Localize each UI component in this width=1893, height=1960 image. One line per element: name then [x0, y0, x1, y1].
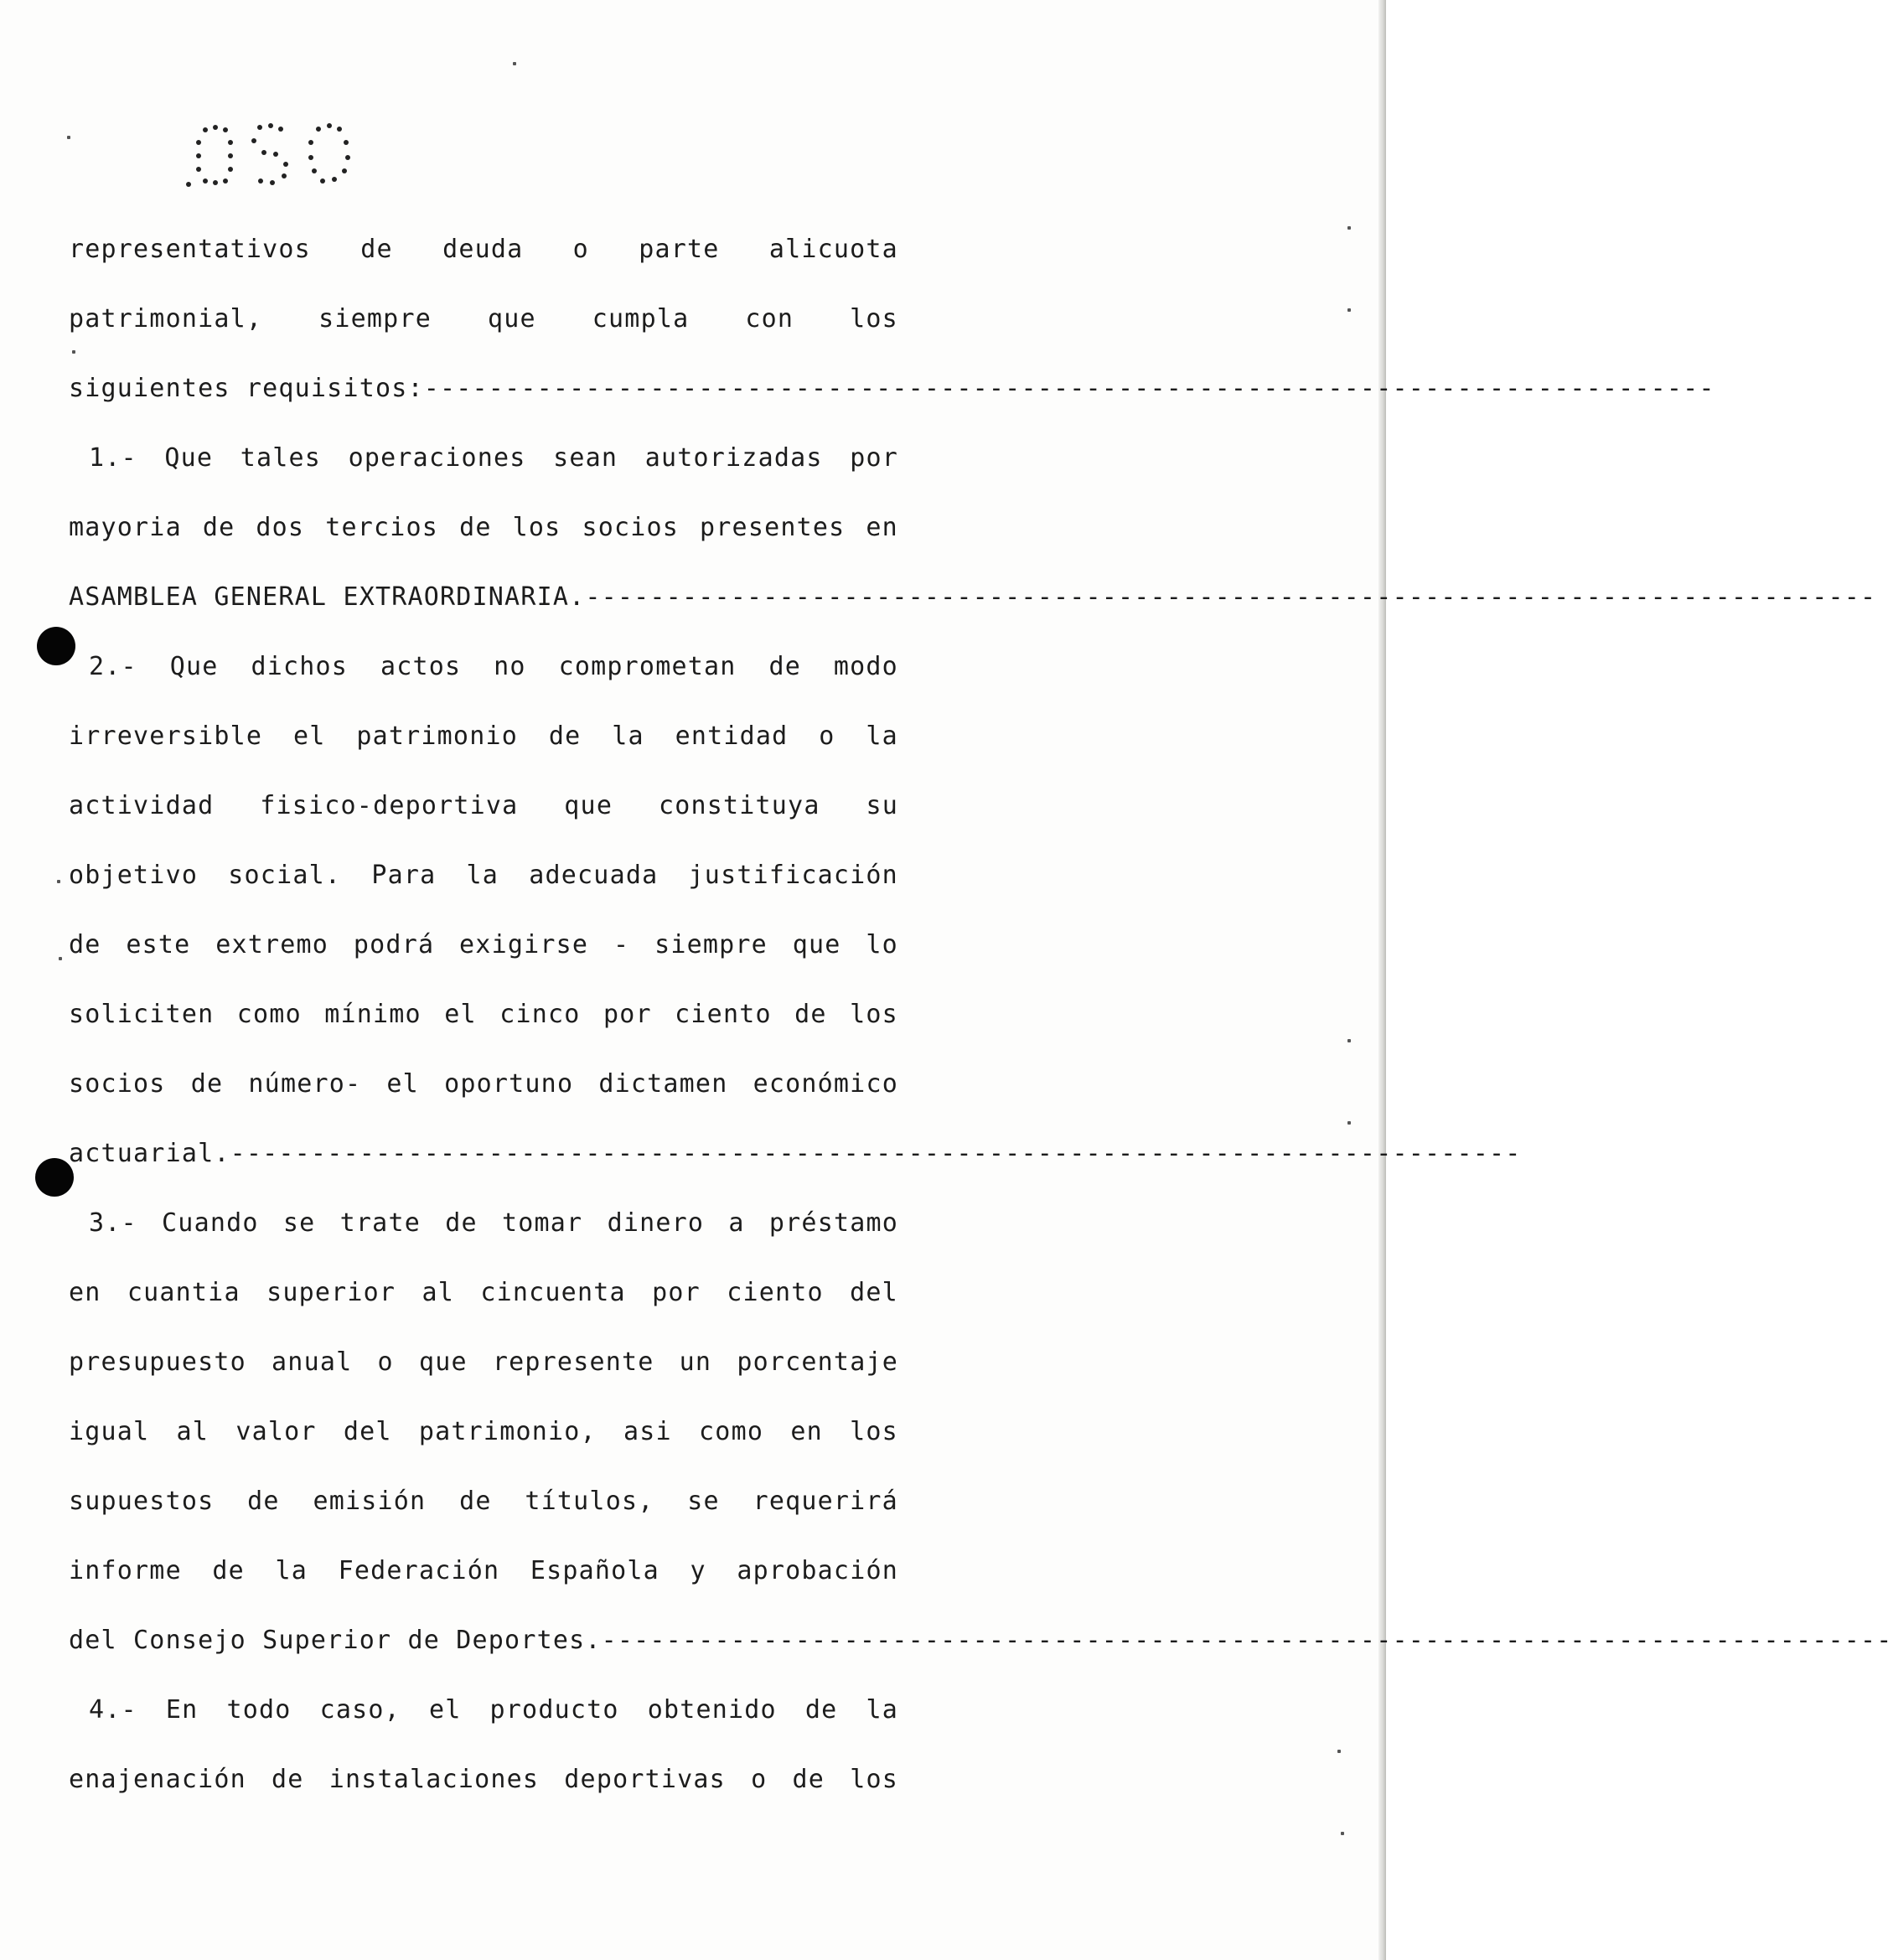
- perforated-page-number-stamp: [180, 117, 381, 201]
- text-word: del: [850, 1278, 898, 1307]
- text-word: en: [866, 513, 898, 542]
- text-word: sean: [553, 443, 618, 473]
- speck: [67, 136, 70, 139]
- text-word: por: [850, 443, 898, 473]
- text-word: actuarial.: [69, 1139, 230, 1168]
- text-word: socios: [582, 513, 680, 542]
- text-line: [69, 789, 898, 859]
- text-word: entidad: [675, 721, 789, 751]
- text-line: [69, 1763, 898, 1833]
- text-word: dos: [256, 513, 305, 542]
- text-word: comprometan: [558, 652, 737, 681]
- text-word: al: [176, 1417, 209, 1446]
- text-word: de: [459, 513, 492, 542]
- text-word: el: [386, 1069, 419, 1099]
- text-word: o: [819, 721, 835, 751]
- text-word: de: [272, 1765, 304, 1794]
- text-word: presentes: [700, 513, 846, 542]
- text-word: siempre: [318, 304, 432, 334]
- text-line: [69, 303, 898, 372]
- text-word: todo: [226, 1695, 292, 1725]
- text-line: [69, 1554, 898, 1624]
- dash-line-filler: --------------------------------------------------------------------------------: [585, 582, 1877, 612]
- text-word: social.: [228, 861, 342, 890]
- text-word: los: [850, 1417, 898, 1446]
- text-word: de: [459, 1487, 492, 1516]
- text-line: [69, 1485, 898, 1554]
- text-word: o: [751, 1765, 768, 1794]
- text-word: alicuota: [768, 235, 898, 264]
- text-line: [69, 928, 898, 998]
- text-word: 4.-: [89, 1695, 137, 1725]
- text-word: de: [794, 1000, 827, 1029]
- text-word: ciento: [727, 1278, 824, 1307]
- text-word: emisión: [313, 1487, 427, 1516]
- text-word: de: [69, 930, 101, 959]
- text-word: informe: [69, 1556, 182, 1585]
- text-line: [69, 1694, 898, 1763]
- text-word: producto: [489, 1695, 619, 1725]
- text-word: superior: [266, 1278, 396, 1307]
- text-word: los: [850, 1765, 898, 1794]
- text-word: dinero: [607, 1208, 705, 1238]
- text-word: En: [165, 1695, 199, 1725]
- text-word: aprobación: [737, 1556, 898, 1585]
- text-word: que: [564, 791, 613, 820]
- text-word: la: [275, 1556, 308, 1585]
- text-word: con: [745, 304, 794, 334]
- text-word: fisico-deportiva: [260, 791, 519, 820]
- text-word: que: [792, 930, 841, 959]
- text-word: deportivas: [564, 1765, 726, 1794]
- text-word: representativos: [69, 235, 311, 264]
- text-word: como: [236, 1000, 302, 1029]
- text-word: en: [69, 1278, 101, 1307]
- text-line: [69, 720, 898, 789]
- text-word: 3.-: [89, 1208, 137, 1238]
- text-word: actos: [380, 652, 462, 681]
- text-word: o: [572, 235, 589, 264]
- text-word: cincuenta: [480, 1278, 626, 1307]
- text-word: a: [728, 1208, 745, 1238]
- text-word: de: [792, 1765, 825, 1794]
- text-line: [69, 372, 1715, 442]
- text-word: cinco: [499, 1000, 581, 1029]
- text-word: el: [444, 1000, 477, 1029]
- speck: [1341, 1832, 1344, 1835]
- text-word: de: [190, 1069, 224, 1099]
- text-word: soliciten: [69, 1000, 215, 1029]
- text-word: oportuno: [444, 1069, 574, 1099]
- text-word: se: [282, 1208, 316, 1238]
- text-line: [69, 1137, 1522, 1207]
- text-word: que: [418, 1347, 468, 1377]
- text-word: mayoria: [69, 513, 182, 542]
- text-word: adecuada: [529, 861, 659, 890]
- text-word: asi: [623, 1417, 672, 1446]
- text-word: por: [652, 1278, 701, 1307]
- text-word: cumpla: [592, 304, 690, 334]
- text-line: [69, 1624, 1893, 1694]
- text-word: la: [866, 1695, 898, 1725]
- text-line: [69, 442, 898, 511]
- text-word: patrimonial,: [69, 304, 263, 334]
- text-word: número-: [248, 1069, 362, 1099]
- speck: [1347, 1039, 1351, 1042]
- text-word: este: [126, 930, 191, 959]
- text-line: [69, 1207, 898, 1276]
- text-word: obtenido: [647, 1695, 777, 1725]
- text-word: del Consejo Superior de Deportes.: [69, 1626, 602, 1655]
- text-word: mínimo: [324, 1000, 422, 1029]
- text-word: requerirá: [753, 1487, 898, 1516]
- speck: [1337, 1750, 1341, 1753]
- text-line: [69, 581, 1877, 650]
- text-line: [69, 859, 898, 928]
- text-line: [69, 511, 898, 581]
- text-word: los: [512, 513, 561, 542]
- text-word: por: [603, 1000, 652, 1029]
- text-word: presupuesto: [69, 1347, 246, 1377]
- text-word: económico: [753, 1069, 898, 1099]
- text-word: justificación: [688, 861, 898, 890]
- text-word: autorizadas: [644, 443, 823, 473]
- text-word: siguientes requisitos:: [69, 374, 424, 403]
- text-word: exigirse: [459, 930, 589, 959]
- text-word: valor: [235, 1417, 317, 1446]
- text-word: títulos,: [525, 1487, 654, 1516]
- text-word: como: [699, 1417, 764, 1446]
- text-line: [69, 998, 898, 1068]
- text-word: caso,: [319, 1695, 401, 1725]
- speck: [1347, 308, 1351, 312]
- text-word: de: [445, 1208, 478, 1238]
- text-line: [69, 1415, 898, 1485]
- document-body-text: [69, 233, 1893, 1833]
- text-word: los: [850, 1000, 898, 1029]
- text-word: la: [612, 721, 644, 751]
- text-word: ASAMBLEA GENERAL EXTRAORDINARIA.: [69, 582, 586, 612]
- text-line: [69, 1068, 898, 1137]
- page-edge-shadow: [1378, 0, 1386, 1960]
- text-word: el: [428, 1695, 462, 1725]
- speck: [513, 62, 516, 65]
- text-word: Para: [371, 861, 437, 890]
- text-word: patrimonio,: [418, 1417, 597, 1446]
- text-word: tales: [240, 443, 322, 473]
- text-word: de: [202, 513, 235, 542]
- text-word: Federación: [338, 1556, 500, 1585]
- text-word: de: [360, 235, 393, 264]
- text-word: operaciones: [348, 443, 526, 473]
- text-word: anual: [272, 1347, 353, 1377]
- dash-line-filler: --------------------------------------------------------------------------------: [230, 1139, 1522, 1168]
- text-word: de: [548, 721, 582, 751]
- text-word: extremo: [215, 930, 329, 959]
- text-word: lo: [866, 930, 898, 959]
- text-word: Cuando: [162, 1208, 259, 1238]
- text-word: represente: [492, 1347, 654, 1377]
- text-word: su: [866, 791, 898, 820]
- text-word: Que: [169, 652, 219, 681]
- text-line: [69, 650, 898, 720]
- text-word: y: [690, 1556, 706, 1585]
- text-word: podrá: [353, 930, 435, 959]
- text-word: enajenación: [69, 1765, 246, 1794]
- text-word: parte: [639, 235, 720, 264]
- dash-line-filler: --------------------------------------------------------------------------------: [601, 1626, 1893, 1655]
- text-word: igual: [69, 1417, 150, 1446]
- text-word: de: [768, 652, 801, 681]
- text-word: la: [866, 721, 898, 751]
- text-word: los: [850, 304, 898, 334]
- text-word: siempre: [654, 930, 768, 959]
- text-word: un: [679, 1347, 712, 1377]
- text-word: actividad: [69, 791, 215, 820]
- text-word: dictamen: [598, 1069, 728, 1099]
- text-word: al: [422, 1278, 455, 1307]
- text-word: de: [247, 1487, 280, 1516]
- text-word: ciento: [675, 1000, 772, 1029]
- speck: [57, 880, 60, 883]
- text-word: en: [790, 1417, 823, 1446]
- text-line: [69, 1276, 898, 1346]
- speck: [1347, 226, 1351, 230]
- text-word: -: [613, 930, 630, 959]
- text-word: socios: [69, 1069, 166, 1099]
- text-word: 2.-: [89, 652, 137, 681]
- text-word: Española: [530, 1556, 659, 1585]
- text-word: Que: [164, 443, 214, 473]
- text-word: o: [377, 1347, 394, 1377]
- text-word: de: [804, 1695, 838, 1725]
- text-word: que: [487, 304, 536, 334]
- text-word: tercios: [325, 513, 439, 542]
- text-word: modo: [833, 652, 898, 681]
- text-word: porcentaje: [737, 1347, 898, 1377]
- text-word: constituya: [658, 791, 820, 820]
- text-word: instalaciones: [328, 1765, 540, 1794]
- text-line: [69, 1346, 898, 1415]
- text-word: del: [343, 1417, 392, 1446]
- text-word: préstamo: [768, 1208, 898, 1238]
- text-word: patrimonio: [356, 721, 518, 751]
- text-word: el: [292, 721, 326, 751]
- text-word: objetivo: [69, 861, 199, 890]
- text-word: trate: [339, 1208, 421, 1238]
- text-word: se: [687, 1487, 720, 1516]
- speck: [59, 957, 62, 960]
- text-word: tomar: [502, 1208, 583, 1238]
- text-word: 1.-: [89, 443, 137, 473]
- text-word: la: [466, 861, 499, 890]
- text-line: [69, 233, 898, 303]
- text-word: deuda: [442, 235, 524, 264]
- text-word: irreversible: [69, 721, 263, 751]
- text-word: no: [494, 652, 526, 681]
- speck: [1347, 1121, 1351, 1125]
- text-word: dichos: [251, 652, 349, 681]
- text-word: supuestos: [69, 1487, 215, 1516]
- text-word: de: [212, 1556, 245, 1585]
- text-word: cuantia: [127, 1278, 241, 1307]
- dash-line-filler: --------------------------------------------------------------------------------: [423, 374, 1715, 403]
